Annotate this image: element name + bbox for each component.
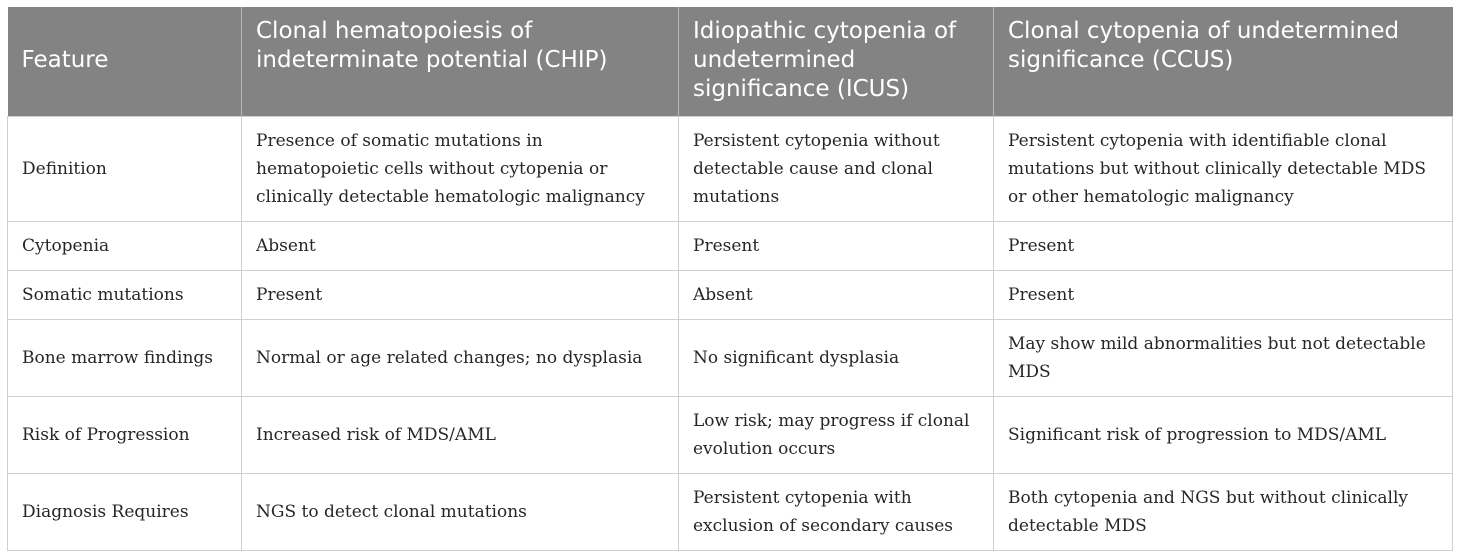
- cell-ccus: Both cytopenia and NGS but without clinically detectable MDS: [994, 474, 1453, 551]
- cell-icus: No significant dysplasia: [679, 320, 994, 397]
- header-chip: Clonal hematopoiesis of indeterminate potential (CHIP): [242, 7, 679, 117]
- cell-icus: Persistent cytopenia with exclusion of secondary causes: [679, 474, 994, 551]
- header-row: [8, 7, 1453, 117]
- cell-ccus: Present: [994, 271, 1453, 320]
- cell-ccus: May show mild abnormalities but not detectable MDS: [994, 320, 1453, 397]
- table-row: [8, 222, 1453, 271]
- cell-feature: Risk of Progression: [8, 397, 242, 474]
- table-body: [8, 117, 1453, 551]
- cell-feature: Cytopenia: [8, 222, 242, 271]
- cell-chip: Presence of somatic mutations in hematopoietic cells without cytopenia or clinically detectable hematologic malignancy: [242, 117, 679, 222]
- cell-icus: Present: [679, 222, 994, 271]
- cell-ccus: Present: [994, 222, 1453, 271]
- cell-icus: Absent: [679, 271, 994, 320]
- cell-feature: Diagnosis Requires: [8, 474, 242, 551]
- header-ccus: Clonal cytopenia of undetermined significance (CCUS): [994, 7, 1453, 117]
- table-row: [8, 320, 1453, 397]
- table-row: [8, 474, 1453, 551]
- cell-feature: Bone marrow findings: [8, 320, 242, 397]
- comparison-table-container: [7, 7, 1452, 551]
- cell-chip: Absent: [242, 222, 679, 271]
- table-row: [8, 117, 1453, 222]
- cell-chip: Normal or age related changes; no dysplasia: [242, 320, 679, 397]
- cell-chip: NGS to detect clonal mutations: [242, 474, 679, 551]
- cell-icus: Persistent cytopenia without detectable cause and clonal mutations: [679, 117, 994, 222]
- cell-feature: Definition: [8, 117, 242, 222]
- header-icus: Idiopathic cytopenia of undetermined significance (ICUS): [679, 7, 994, 117]
- header-feature: Feature: [8, 7, 242, 117]
- cell-feature: Somatic mutations: [8, 271, 242, 320]
- cell-ccus: Significant risk of progression to MDS/AML: [994, 397, 1453, 474]
- table-row: [8, 271, 1453, 320]
- cell-chip: Present: [242, 271, 679, 320]
- comparison-table: [7, 7, 1453, 551]
- cell-icus: Low risk; may progress if clonal evolution occurs: [679, 397, 994, 474]
- table-row: [8, 397, 1453, 474]
- cell-chip: Increased risk of MDS/AML: [242, 397, 679, 474]
- table-header: [8, 7, 1453, 117]
- cell-ccus: Persistent cytopenia with identifiable clonal mutations but without clinically detectable MDS or other hematologic malignancy: [994, 117, 1453, 222]
